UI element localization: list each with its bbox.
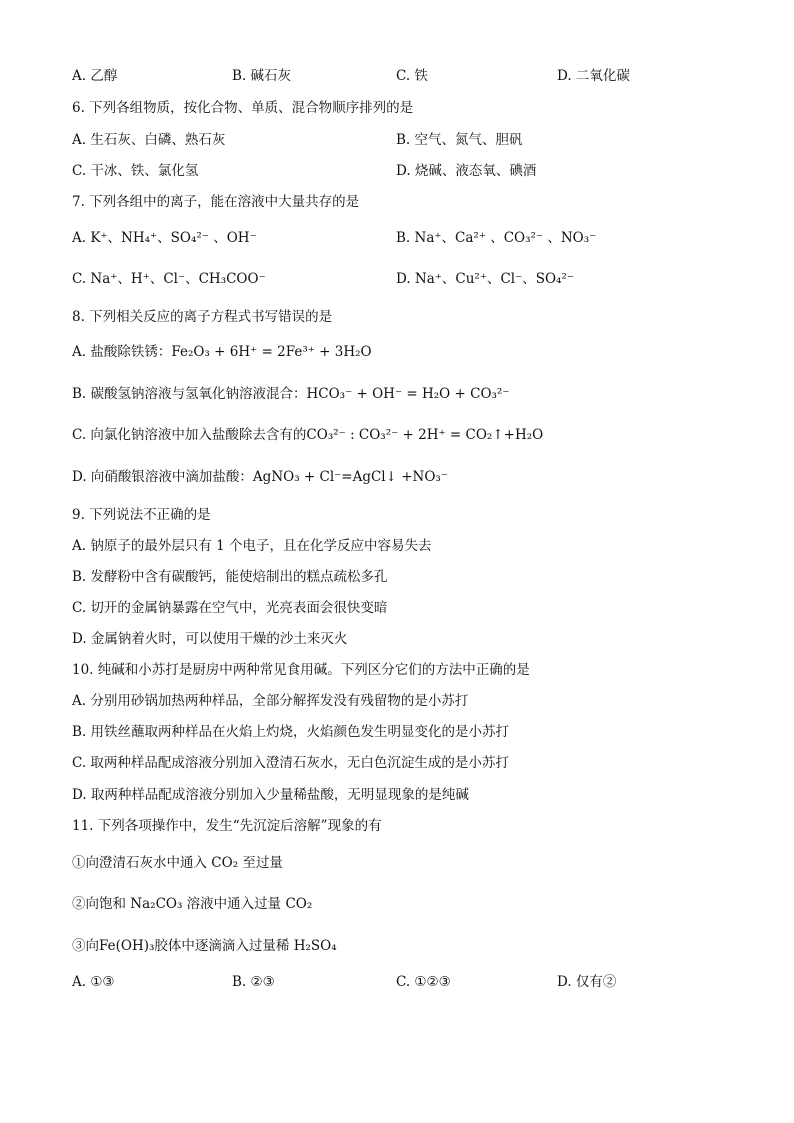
q11-stem: 11. 下列各项操作中，发生“先沉淀后溶解”现象的有	[72, 818, 382, 834]
q11-option-b: B. ②③	[232, 974, 275, 990]
q6-option-d: D. 烧碱、液态氧、碘酒	[396, 163, 537, 179]
q11-option-a: A. ①③	[72, 974, 115, 990]
q11-item-1: ①向澄清石灰水中通入 CO₂ 至过量	[72, 855, 283, 871]
q11-option-d: D. 仅有②	[557, 974, 617, 990]
q8-option-d: D. 向硝酸银溶液中滴加盐酸：AgNO₃ + Cl⁻=AgCl↓ +NO₃⁻	[72, 469, 448, 485]
q6-option-c: C. 干冰、铁、氯化氢	[72, 163, 199, 179]
q7-option-c: C. Na⁺、H⁺、Cl⁻、CH₃COO⁻	[72, 271, 266, 287]
q5-option-c: C. 铁	[396, 68, 428, 84]
q10-option-d: D. 取两种样品配成溶液分别加入少量稀盐酸，无明显现象的是纯碱	[72, 787, 469, 803]
q8-stem: 8. 下列相关反应的离子方程式书写错误的是	[72, 309, 333, 325]
q10-option-a: A. 分别用砂锅加热两种样品，全部分解挥发没有残留物的是小苏打	[72, 693, 469, 709]
q9-stem: 9. 下列说法不正确的是	[72, 507, 211, 523]
q6-option-b: B. 空气、氮气、胆矾	[396, 132, 523, 148]
q6-stem: 6. 下列各组物质，按化合物、单质、混合物顺序排列的是	[72, 100, 414, 116]
q6-option-a: A. 生石灰、白磷、熟石灰	[72, 132, 226, 148]
q8-option-b: B. 碳酸氢钠溶液与氢氧化钠溶液混合：HCO₃⁻ + OH⁻ = H₂O + CO₃²⁻	[72, 386, 510, 402]
q9-option-c: C. 切开的金属钠暴露在空气中，光亮表面会很快变暗	[72, 600, 388, 616]
q8-option-a: A. 盐酸除铁锈：Fe₂O₃ + 6H⁺ = 2Fe³⁺ + 3H₂O	[72, 344, 372, 360]
q9-option-a: A. 钠原子的最外层只有 1 个电子，且在化学反应中容易失去	[72, 538, 432, 554]
q9-option-b: B. 发酵粉中含有碳酸钙，能使焙制出的糕点疏松多孔	[72, 569, 388, 585]
q11-option-c: C. ①②③	[396, 974, 451, 990]
q5-option-d: D. 二氧化碳	[557, 68, 630, 84]
q7-stem: 7. 下列各组中的离子，能在溶液中大量共存的是	[72, 194, 360, 210]
q7-option-a: A. K⁺、NH₄⁺、SO₄²⁻ 、OH⁻	[72, 230, 257, 246]
q7-option-d: D. Na⁺、Cu²⁺、Cl⁻、SO₄²⁻	[396, 271, 575, 287]
q7-option-b: B. Na⁺、Ca²⁺ 、CO₃²⁻ 、NO₃⁻	[396, 230, 597, 246]
q5-option-a: A. 乙醇	[72, 68, 118, 84]
q11-item-3: ③向Fe(OH)₃胶体中逐滴滴入过量稀 H₂SO₄	[72, 938, 337, 954]
q8-option-c: C. 向氯化钠溶液中加入盐酸除去含有的CO₃²⁻ : CO₃²⁻ + 2H⁺ = CO₂↑+H₂O	[72, 427, 544, 443]
q10-stem: 10. 纯碱和小苏打是厨房中两种常见食用碱。下列区分它们的方法中正确的是	[72, 662, 530, 678]
q11-item-2: ②向饱和 Na₂CO₃ 溶液中通入过量 CO₂	[72, 896, 313, 912]
q5-option-b: B. 碱石灰	[232, 68, 292, 84]
q10-option-c: C. 取两种样品配成溶液分别加入澄清石灰水，无白色沉淀生成的是小苏打	[72, 755, 509, 771]
q10-option-b: B. 用铁丝蘸取两种样品在火焰上灼烧，火焰颜色发生明显变化的是小苏打	[72, 724, 510, 740]
q9-option-d: D. 金属钠着火时，可以使用干燥的沙土来灭火	[72, 631, 348, 647]
